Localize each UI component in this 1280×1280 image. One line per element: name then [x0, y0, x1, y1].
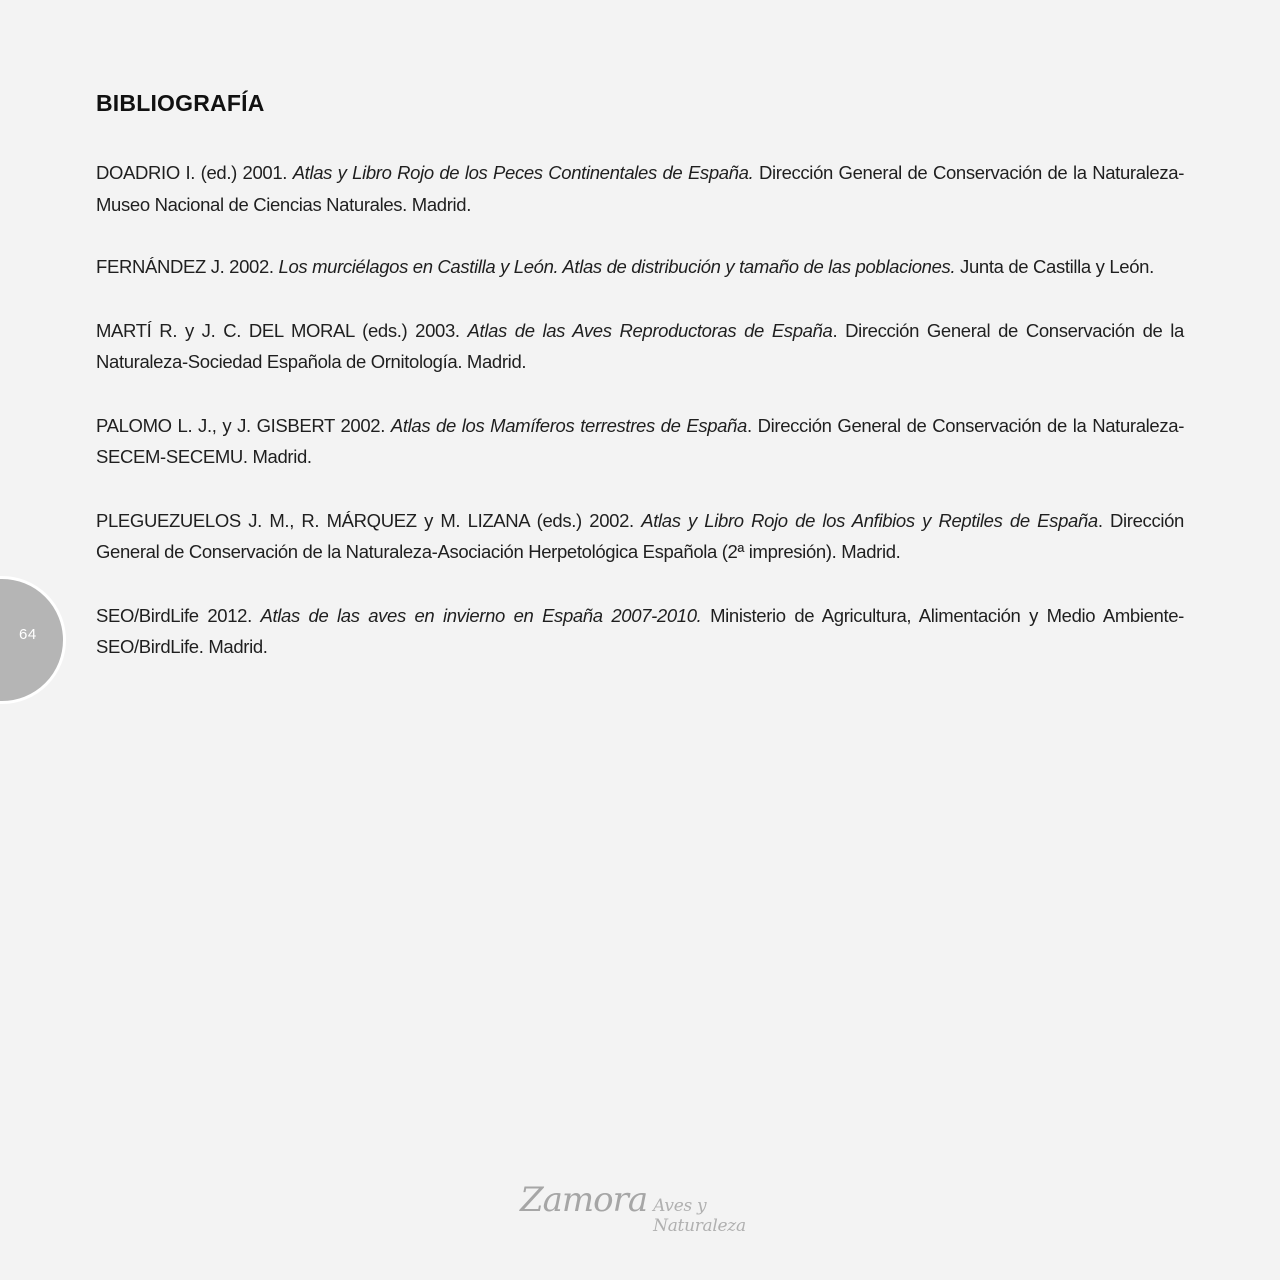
reference-title: Atlas y Libro Rojo de los Anfibios y Reptiles de España [641, 509, 1098, 531]
footer-logo [520, 1180, 760, 1236]
page-number: 64 [19, 626, 37, 643]
reference-item [96, 251, 1184, 283]
logo-wordmark: Zamora [520, 1180, 648, 1220]
reference-authors: PALOMO L. J., y J. GISBERT 2002. [96, 414, 391, 436]
reference-list [96, 157, 1184, 695]
reference-title: Atlas de las Aves Reproductoras de España [467, 319, 833, 341]
page-title: BIBLIOGRAFÍA [96, 90, 265, 116]
reference-publisher: . Dirección General de Conservación de la Naturaleza-SECEM-SECEMU. Madrid. [96, 414, 1184, 467]
reference-title: Atlas de las aves en invierno en España 2007-2010. [260, 604, 702, 626]
reference-publisher: . Dirección General de Conservación de la Naturaleza-Asociación Herpetológica Española (2ª impresión). Madrid. [96, 509, 1184, 562]
reference-item [96, 157, 1184, 220]
reference-authors: PLEGUEZUELOS J. M., R. MÁRQUEZ y M. LIZANA (eds.) 2002. [96, 509, 642, 531]
reference-item [96, 505, 1184, 568]
reference-authors: SEO/BirdLife 2012. [96, 604, 261, 626]
reference-authors: MARTÍ R. y J. C. DEL MORAL (eds.) 2003. [96, 319, 468, 341]
logo-tagline: Aves y Naturaleza [653, 1196, 746, 1236]
reference-publisher: Junta de Castilla y León. [955, 256, 1154, 277]
reference-title: Los murciélagos en Castilla y León. Atlas de distribución y tamaño de las poblaciones. [278, 256, 956, 277]
reference-item [96, 410, 1184, 473]
reference-publisher: Dirección General de Conservación de la Naturaleza-Museo Nacional de Ciencias Naturales. Madrid. [96, 162, 1185, 215]
reference-authors: FERNÁNDEZ J. 2002. [96, 256, 279, 277]
reference-publisher: Ministerio de Agricultura, Alimentación y Medio Ambiente-SEO/BirdLife. Madrid. [96, 604, 1184, 657]
reference-authors: DOADRIO I. (ed.) 2001. [96, 162, 293, 183]
reference-item [96, 600, 1184, 663]
reference-title: Atlas de los Mamíferos terrestres de España [390, 414, 748, 436]
reference-publisher: . Dirección General de Conservación de la Naturaleza-Sociedad Española de Ornitología. Madrid. [96, 319, 1184, 372]
reference-title: Atlas y Libro Rojo de los Peces Continentales de España. [292, 162, 754, 183]
reference-item [96, 315, 1184, 378]
